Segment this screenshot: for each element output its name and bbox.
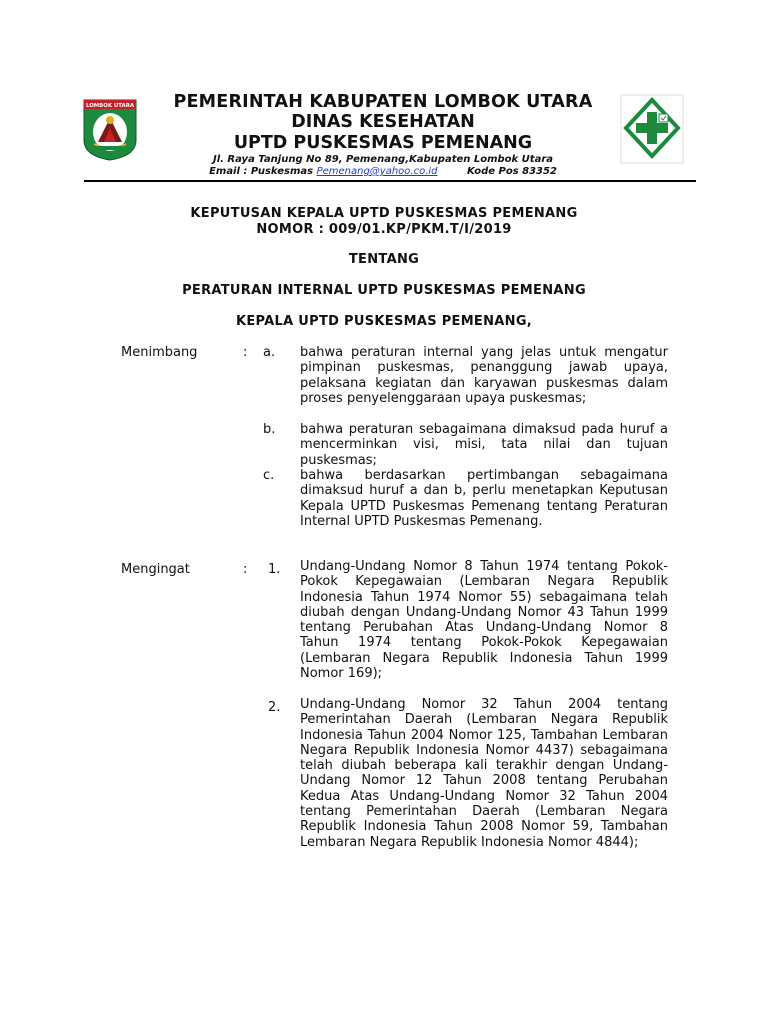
header-unit: UPTD PUSKESMAS PEMENANG [233, 133, 533, 153]
menimbang-item: bahwa peraturan internal yang jelas untuk mengatur pimpinan puskesmas, penanggung jawab upaya, pelaksana kegiatan dan karyawan puskesmas dalam proses penyelenggaraan upaya puskesmas; [300, 345, 668, 406]
mengingat-label: Mengingat [121, 562, 190, 577]
mengingat-marker: 1. [268, 562, 281, 577]
menimbang-marker: a. [263, 345, 276, 360]
letterhead-divider [84, 180, 696, 182]
decree-number: NOMOR : 009/01.KP/PKM.T/I/2019 [256, 222, 512, 237]
mengingat-colon: : [243, 562, 248, 577]
menimbang-item: bahwa berdasarkan pertimbangan sebagaimana dimaksud huruf a dan b, perlu menetapkan Keputusan Kepala UPTD Puskesmas Pemenang tentang Peraturan Internal UPTD Puskesmas Pemenang. [300, 468, 668, 529]
header-contact [80, 166, 686, 177]
header-agency: DINAS KESEHATAN [291, 112, 475, 132]
about-heading: TENTANG [348, 252, 420, 267]
mengingat-item: Undang-Undang Nomor 8 Tahun 1974 tentang Pokok-Pokok Kepegawaian (Lembaran Negara Republik Indonesia Tahun 1974 Nomor 55) sebagaimana telah diubah dengan Undang-Undang Nomor 43 Tahun 1999 tentang Perubahan Atas Undang-Undang Nomor 8 Tahun 1974 tentang Pokok-Pokok Kepegawaian (Lembaran Negara Republik Indonesia Tahun 1999 Nomor 169); [300, 559, 668, 682]
menimbang-marker: c. [263, 468, 275, 483]
decree-title: KEPUTUSAN KEPALA UPTD PUSKESMAS PEMENANG [190, 206, 578, 221]
menimbang-marker: b. [263, 422, 276, 437]
letterhead [80, 92, 686, 178]
svg-text:LOMBOK UTARA: LOMBOK UTARA [85, 103, 135, 109]
menimbang-colon: : [243, 345, 248, 360]
header-address: Jl. Raya Tanjung No 89, Pemenang,Kabupaten Lombok Utara [212, 154, 554, 165]
subject-heading: PERATURAN INTERNAL UPTD PUSKESMAS PEMENANG [182, 283, 586, 298]
mengingat-item: Undang-Undang Nomor 32 Tahun 2004 tentang Pemerintahan Daerah (Lembaran Negara Republik Indonesia Tahun 2004 Nomor 125, Tambahan Lembaran Negara Republik Indonesia Nomor 4437) sebagaimana telah diubah beberapa kali terakhir dengan Undang-Undang Nomor 12 Tahun 2008 tentang Perubahan Kedua Atas Undang-Undang Nomor 32 Tahun 2004 tentang Pemerintahan Daerah (Lembaran Negara Republik Indonesia Tahun 2008 Nomor 59, Tambahan Lembaran Negara Republik Indonesia Nomor 4844); [300, 697, 668, 850]
menimbang-item: bahwa peraturan sebagaimana dimaksud pada huruf a mencerminkan visi, misi, tata nilai dan tujuan puskesmas; [300, 422, 668, 468]
authority-heading: KEPALA UPTD PUSKESMAS PEMENANG, [235, 314, 533, 329]
header-government: PEMERINTAH KABUPATEN LOMBOK UTARA [173, 92, 593, 112]
menimbang-label: Menimbang [121, 345, 198, 360]
puskesmas-cross-logo-icon [620, 94, 684, 164]
mengingat-marker: 2. [268, 700, 281, 715]
postal-code: Kode Pos 83352 [467, 166, 557, 177]
email-link[interactable]: Pemenang@yahoo.co.id [316, 166, 438, 177]
email-label: Email : Puskesmas [209, 166, 314, 177]
